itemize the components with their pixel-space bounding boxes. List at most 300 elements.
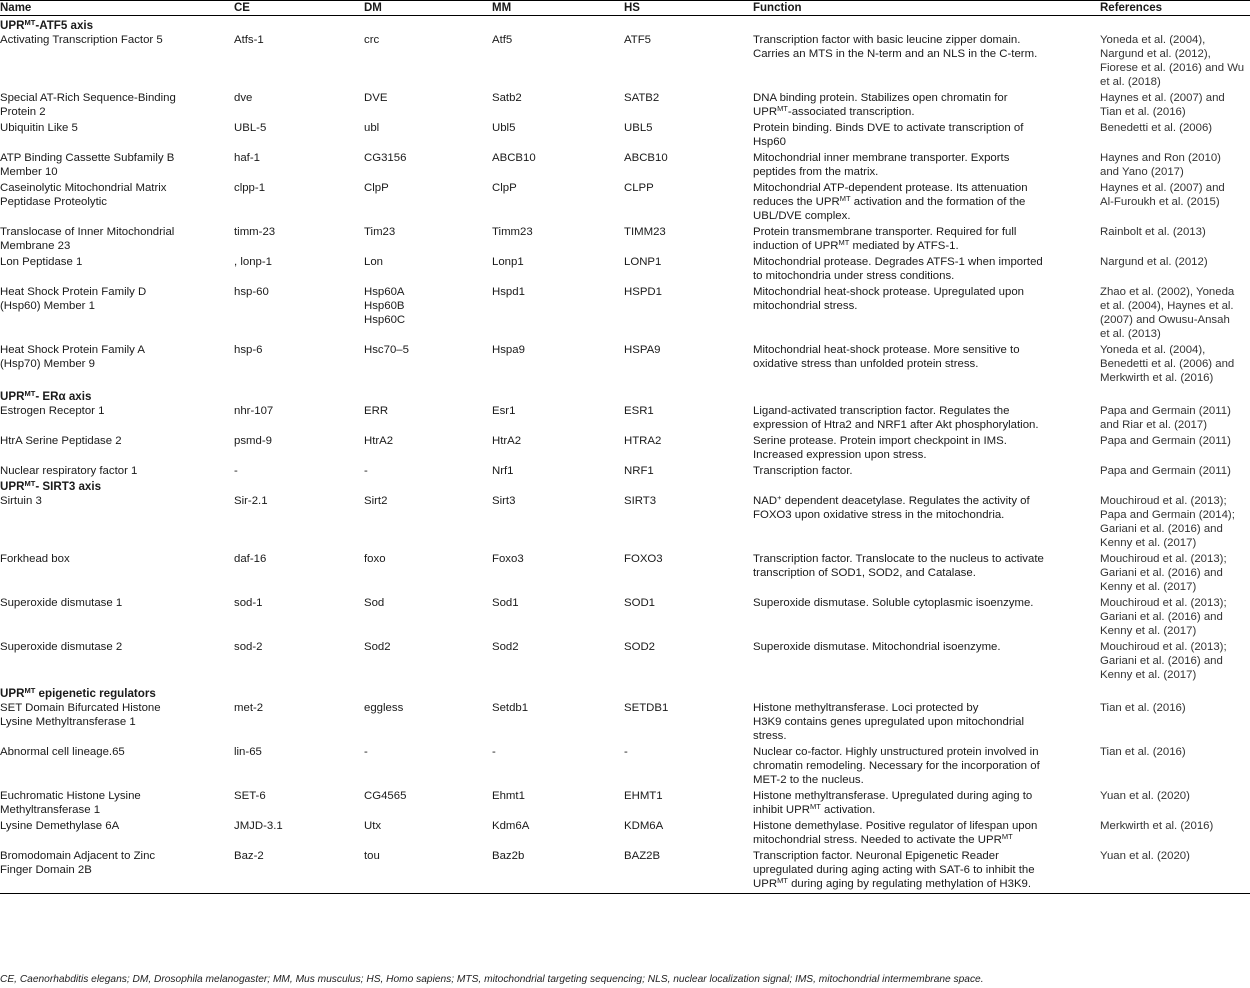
function-line: Transcription factor. Translocate to the nucleus to activate	[753, 553, 1044, 565]
function-line: UBL/DVE complex.	[753, 210, 851, 222]
reference-line: Rainbolt et al. (2013)	[1100, 226, 1206, 238]
function-line: FOXO3 upon oxidative stress in the mitochondria.	[753, 509, 1005, 521]
section-era	[0, 387, 1250, 404]
reference-line: Mouchiroud et al. (2013);	[1100, 495, 1227, 507]
dm-line: Hsp60C	[364, 314, 406, 326]
function-line: transcription of SOD1, SOD2, and Catalase.	[753, 567, 976, 579]
function-line: Ligand-activated transcription factor. Regulates the	[753, 405, 1010, 417]
reference-line: Zhao et al. (2002), Yoneda	[1100, 286, 1235, 298]
header-references: References	[1100, 1, 1250, 16]
cell-dm: ERR	[364, 405, 389, 417]
section-atf5	[0, 16, 1250, 34]
cell-references	[1100, 404, 1250, 434]
table-row	[0, 33, 1250, 91]
function-line: to mitochondria under stress conditions.	[753, 270, 955, 282]
cell-hs: BAZ2B	[624, 849, 753, 894]
cell-name	[0, 285, 234, 343]
table-row	[0, 225, 1250, 255]
function-line: chromatin remodeling. Necessary for the incorporation of	[753, 760, 1040, 772]
cell-references	[1100, 33, 1250, 91]
cell-mm: Atf5	[492, 34, 513, 46]
cell-ce: met-2	[234, 702, 264, 714]
cell-name	[0, 701, 234, 745]
cell-name	[0, 343, 234, 387]
reference-line: Haynes et al. (2007) and	[1100, 92, 1225, 104]
cell-mm: -	[492, 746, 496, 758]
name-line: Methyltransferase 1	[0, 804, 101, 816]
cell-hs: SATB2	[624, 92, 660, 104]
table-row	[0, 745, 1250, 789]
table-row	[0, 819, 1250, 849]
cell-name	[0, 849, 234, 894]
cell-mm: Timm23	[492, 226, 533, 238]
cell-hs: KDM6A	[624, 820, 664, 832]
table-row	[0, 849, 1250, 894]
cell-hs: CLPP	[624, 182, 654, 194]
cell-mm: Setdb1	[492, 702, 529, 714]
cell-dm: Lon	[364, 256, 384, 268]
cell-function	[753, 494, 1100, 552]
cell-function	[753, 596, 1100, 640]
cell-name	[0, 789, 234, 819]
cell-dm: CG4565	[364, 790, 407, 802]
function-text: induction of UPR	[753, 240, 839, 252]
cell-hs: HTRA2	[624, 435, 662, 447]
cell-name	[0, 181, 234, 225]
name-line: Finger Domain 2B	[0, 864, 92, 876]
cell-mm: Ehmt1	[492, 790, 525, 802]
header-hs: HS	[624, 1, 753, 16]
cell-dm: HtrA2	[364, 435, 394, 447]
cell-ce: daf-16	[234, 553, 267, 565]
function-line: Mitochondrial inner membrane transporter. Exports	[753, 152, 1010, 164]
table-row	[0, 701, 1250, 745]
cell-dm: Utx	[364, 820, 382, 832]
cell-references	[1100, 225, 1250, 255]
name-line: Caseinolytic Mitochondrial Matrix	[0, 182, 167, 194]
cell-dm: Hsc70–5	[364, 344, 409, 356]
reference-line: et al. (2004), Haynes et al.	[1100, 300, 1234, 312]
section-sup: MT	[24, 479, 36, 488]
cell-ce: SET-6	[234, 790, 266, 802]
cell-references	[1100, 745, 1250, 789]
section-prefix: UPR	[0, 19, 25, 32]
function-sup: MT	[839, 194, 851, 203]
cell-mm: Nrf1	[492, 465, 514, 477]
reference-line: Gariani et al. (2016) and	[1100, 523, 1223, 535]
function-line: oxidative stress than unfolded protein stress.	[753, 358, 979, 370]
cell-ce: hsp-6	[234, 344, 263, 356]
function-line: stress.	[753, 730, 787, 742]
reference-line: Papa and Germain (2011)	[1100, 465, 1231, 477]
table-row	[0, 434, 1250, 464]
cell-hs: ESR1	[624, 405, 654, 417]
cell-function	[753, 151, 1100, 181]
cell-hs: HSPD1	[624, 286, 662, 298]
table-row	[0, 552, 1250, 596]
reference-line: Tian et al. (2016)	[1100, 746, 1186, 758]
function-line: Mitochondrial heat-shock protease. More sensitive to	[753, 344, 1020, 356]
cell-function	[753, 181, 1100, 225]
cell-ce: sod-2	[234, 641, 263, 653]
cell-mm: Hspa9	[492, 344, 525, 356]
section-suffix: -ATF5 axis	[35, 19, 94, 32]
name-line: Member 10	[0, 166, 58, 178]
function-text: UPR	[753, 878, 778, 890]
header-mm: MM	[492, 1, 624, 16]
cell-hs: UBL5	[624, 122, 653, 134]
cell-name	[0, 151, 234, 181]
cell-hs: TIMM23	[624, 226, 666, 238]
function-line	[753, 105, 1096, 119]
reference-line: Haynes et al. (2007) and	[1100, 182, 1225, 194]
reference-line: Gariani et al. (2016) and	[1100, 655, 1223, 667]
function-line: Transcription factor with basic leucine zipper domain.	[753, 34, 1021, 46]
cell-ce: JMJD-3.1	[234, 820, 283, 832]
function-text: inhibit UPR	[753, 804, 810, 816]
table-row	[0, 789, 1250, 819]
cell-name: Abnormal cell lineage.65	[0, 746, 125, 758]
cell-function	[753, 745, 1100, 789]
reference-line: and Riar et al. (2017)	[1100, 419, 1208, 431]
reference-line: et al. (2013)	[1100, 328, 1161, 340]
function-line: Carries an MTS in the N-term and an NLS in the C-term.	[753, 48, 1038, 60]
section-title	[0, 387, 1250, 404]
function-line: Transcription factor. Neuronal Epigenetic Reader	[753, 850, 999, 862]
cell-hs: ATF5	[624, 34, 652, 46]
function-line	[753, 195, 1096, 209]
name-line: Euchromatic Histone Lysine	[0, 790, 141, 802]
function-sup: MT	[809, 802, 821, 811]
cell-references	[1100, 151, 1250, 181]
cell-references	[1100, 121, 1250, 151]
cell-function	[753, 552, 1100, 596]
reference-line: Benedetti et al. (2006)	[1100, 122, 1213, 134]
function-sup: MT	[1001, 832, 1013, 841]
function-line: Mitochondrial ATP-dependent protease. Its attenuation	[753, 182, 1028, 194]
cell-references	[1100, 91, 1250, 121]
function-line: peptides from the matrix.	[753, 166, 879, 178]
reference-line: Tian et al. (2016)	[1100, 106, 1186, 118]
function-sup: MT	[777, 104, 788, 113]
table-row	[0, 181, 1250, 225]
cell-references	[1100, 255, 1250, 285]
function-line: Superoxide dismutase. Mitochondrial isoenzyme.	[753, 641, 1001, 653]
table-row	[0, 255, 1250, 285]
cell-references	[1100, 434, 1250, 464]
cell-function	[753, 640, 1100, 684]
function-line: Nuclear co-factor. Highly unstructured protein involved in	[753, 746, 1039, 758]
name-line: Protein 2	[0, 106, 46, 118]
cell-references	[1100, 640, 1250, 684]
cell-name: Superoxide dismutase 2	[0, 641, 123, 653]
cell-function	[753, 33, 1100, 91]
function-text: activation.	[820, 804, 876, 816]
table-row	[0, 91, 1250, 121]
cell-name	[0, 225, 234, 255]
cell-dm: Sod2	[364, 641, 391, 653]
section-title	[0, 684, 1250, 701]
cell-hs: EHMT1	[624, 790, 663, 802]
cell-dm: DVE	[364, 92, 388, 104]
cell-ce: sod-1	[234, 597, 263, 609]
function-line: expression of Htra2 and NRF1 after Akt phosphorylation.	[753, 419, 1039, 431]
reference-line: Kenny et al. (2017)	[1100, 537, 1197, 549]
function-line: MET-2 to the nucleus.	[753, 774, 864, 786]
name-line: Translocase of Inner Mitochondrial	[0, 226, 175, 238]
reference-line: Merkwirth et al. (2016)	[1100, 820, 1214, 832]
function-line: Superoxide dismutase. Soluble cytoplasmic isoenzyme.	[753, 597, 1034, 609]
cell-mm: Foxo3	[492, 553, 524, 565]
cell-dm: ubl	[364, 122, 380, 134]
cell-references	[1100, 181, 1250, 225]
cell-mm: Kdm6A	[492, 820, 530, 832]
name-line: Bromodomain Adjacent to Zinc	[0, 850, 156, 862]
section-title	[0, 16, 1250, 34]
dm-line: Hsp60B	[364, 300, 405, 312]
function-line: Histone methyltransferase. Upregulated during aging to	[753, 790, 1033, 802]
reference-line: Al-Furoukh et al. (2015)	[1100, 196, 1220, 208]
table-header-row	[0, 1, 1250, 16]
function-line: Histone demethylase. Positive regulator of lifespan upon	[753, 820, 1038, 832]
name-line: Special AT-Rich Sequence-Binding	[0, 92, 176, 104]
cell-hs: FOXO3	[624, 553, 663, 565]
cell-function	[753, 789, 1100, 819]
cell-mm: Lonp1	[492, 256, 524, 268]
reference-line: Papa and Germain (2011)	[1100, 405, 1231, 417]
cell-function	[753, 464, 1100, 480]
cell-hs: SOD1	[624, 597, 656, 609]
cell-references	[1100, 552, 1250, 596]
cell-mm: Hspd1	[492, 286, 525, 298]
cell-dm: Sod	[364, 597, 385, 609]
table-row	[0, 151, 1250, 181]
section-title	[0, 480, 1250, 494]
cell-name: Nuclear respiratory factor 1	[0, 465, 138, 477]
function-line: upregulated during aging acting with SAT-6 to inhibit the	[753, 864, 1035, 876]
cell-hs: SIRT3	[624, 495, 657, 507]
section-sirt3	[0, 480, 1250, 494]
header-name: Name	[0, 1, 234, 16]
cell-hs: LONP1	[624, 256, 662, 268]
reference-line: Kenny et al. (2017)	[1100, 581, 1197, 593]
reference-line: Mouchiroud et al. (2013);	[1100, 641, 1227, 653]
section-suffix: - ERα axis	[35, 390, 92, 403]
section-sup: MT	[24, 18, 36, 27]
function-line	[753, 239, 1096, 253]
reference-line: Kenny et al. (2017)	[1100, 669, 1197, 681]
cell-dm: tou	[364, 849, 492, 894]
table-row	[0, 343, 1250, 387]
cell-ce: clpp-1	[234, 182, 266, 194]
cell-function	[753, 285, 1100, 343]
table-row	[0, 640, 1250, 684]
reference-line: and Yano (2017)	[1100, 166, 1184, 178]
table-row	[0, 285, 1250, 343]
cell-function	[753, 701, 1100, 745]
name-line: Heat Shock Protein Family A	[0, 344, 145, 356]
cell-dm: Tim23	[364, 226, 396, 238]
reference-line: Mouchiroud et al. (2013);	[1100, 553, 1227, 565]
cell-mm: Sod2	[492, 641, 519, 653]
cell-name: Lysine Demethylase 6A	[0, 820, 120, 832]
cell-references	[1100, 849, 1250, 894]
cell-mm: Sirt3	[492, 495, 516, 507]
cell-ce: Atfs-1	[234, 34, 264, 46]
cell-hs: SETDB1	[624, 702, 669, 714]
name-line: Lysine Methyltransferase 1	[0, 716, 136, 728]
cell-dm	[364, 285, 492, 343]
reference-line: Gariani et al. (2016) and	[1100, 567, 1223, 579]
reference-line: Mouchiroud et al. (2013);	[1100, 597, 1227, 609]
cell-function	[753, 819, 1100, 849]
cell-ce: dve	[234, 92, 253, 104]
function-text: UPR	[753, 106, 778, 118]
cell-ce: , lonp-1	[234, 256, 272, 268]
section-prefix: UPR	[0, 390, 25, 403]
name-line: (Hsp60) Member 1	[0, 300, 95, 312]
cell-mm: ClpP	[492, 182, 517, 194]
cell-mm: Ubl5	[492, 122, 516, 134]
reference-line: Yoneda et al. (2004),	[1100, 344, 1206, 356]
header-ce: CE	[234, 1, 364, 16]
section-sup: MT	[24, 686, 36, 695]
cell-function	[753, 404, 1100, 434]
function-line: DNA binding protein. Stabilizes open chromatin for	[753, 92, 1008, 104]
function-line: Protein binding. Binds DVE to activate transcription of	[753, 122, 1024, 134]
function-text: mitochondrial stress. Needed to activate the UPR	[753, 834, 1002, 846]
cell-references	[1100, 343, 1250, 387]
cell-ce: haf-1	[234, 152, 260, 164]
cell-function	[753, 255, 1100, 285]
function-text: during aging by regulating methylation of H3K9.	[787, 878, 1032, 890]
cell-function	[753, 121, 1100, 151]
function-text: mediated by ATFS-1.	[849, 240, 959, 252]
function-line: Hsp60	[753, 136, 786, 148]
section-prefix: UPR	[0, 480, 25, 493]
table-footnote: CE, Caenorhabditis elegans; DM, Drosophila melanogaster; MM, Mus musculus; HS, Homo sapiens; MTS, mitochondrial targeting sequencing; NLS, nuclear localization signal; IMS, mitochondrial intermembrane space.	[0, 974, 984, 985]
cell-ce: nhr-107	[234, 405, 274, 417]
cell-mm: ABCB10	[492, 152, 536, 164]
cell-dm: foxo	[364, 553, 386, 565]
reference-line: Yoneda et al. (2004),	[1100, 34, 1206, 46]
reference-line: Kenny et al. (2017)	[1100, 625, 1197, 637]
cell-ce: lin-65	[234, 746, 262, 758]
function-sup: MT	[838, 238, 850, 247]
reference-line: Papa and Germain (2011)	[1100, 435, 1231, 447]
name-line: SET Domain Bifurcated Histone	[0, 702, 161, 714]
cell-function	[753, 434, 1100, 464]
cell-references	[1100, 285, 1250, 343]
table-row	[0, 121, 1250, 151]
cell-dm: -	[364, 746, 368, 758]
function-sup: +	[777, 493, 782, 502]
cell-mm: Esr1	[492, 405, 516, 417]
cell-references	[1100, 494, 1250, 552]
function-line: mitochondrial stress.	[753, 300, 858, 312]
cell-function	[753, 91, 1100, 121]
reference-line: Tian et al. (2016)	[1100, 702, 1186, 714]
cell-dm: eggless	[364, 702, 404, 714]
header-dm: DM	[364, 1, 492, 16]
reference-line: Gariani et al. (2016) and	[1100, 611, 1223, 623]
function-line: Transcription factor.	[753, 465, 853, 477]
reference-line: Fiorese et al. (2016) and Wu	[1100, 62, 1245, 74]
cell-ce: timm-23	[234, 226, 276, 238]
cell-references	[1100, 789, 1250, 819]
reference-line: (2007) and Owusu-Ansah	[1100, 314, 1230, 326]
cell-name: Lon Peptidase 1	[0, 256, 83, 268]
function-text: activation and the formation of the	[850, 196, 1026, 208]
cell-function	[753, 849, 1100, 894]
cell-ce: Baz-2	[234, 849, 364, 894]
function-line: Increased expression upon stress.	[753, 449, 927, 461]
cell-hs: ABCB10	[624, 152, 668, 164]
cell-name: Ubiquitin Like 5	[0, 122, 78, 134]
section-suffix: - SIRT3 axis	[35, 480, 102, 493]
name-line: Heat Shock Protein Family D	[0, 286, 147, 298]
function-line: Mitochondrial protease. Degrades ATFS-1 when imported	[753, 256, 1043, 268]
reference-line: Nargund et al. (2012),	[1100, 48, 1211, 60]
table-row	[0, 494, 1250, 552]
reference-line: Yuan et al. (2020)	[1100, 850, 1190, 862]
function-text: reduces the UPR	[753, 196, 840, 208]
name-line: ATP Binding Cassette Subfamily B	[0, 152, 175, 164]
function-sup: MT	[777, 876, 788, 885]
function-line: Protein transmembrane transporter. Required for full	[753, 226, 1017, 238]
function-line	[753, 803, 1096, 817]
cell-name: HtrA Serine Peptidase 2	[0, 435, 122, 447]
name-line: (Hsp70) Member 9	[0, 358, 95, 370]
header-function: Function	[753, 1, 1100, 16]
cell-ce: UBL-5	[234, 122, 267, 134]
cell-name: Superoxide dismutase 1	[0, 597, 123, 609]
table-row	[0, 596, 1250, 640]
reference-line: Yuan et al. (2020)	[1100, 790, 1190, 802]
cell-dm: CG3156	[364, 152, 407, 164]
cell-hs: SOD2	[624, 641, 656, 653]
cell-references	[1100, 701, 1250, 745]
table-row	[0, 464, 1250, 480]
cell-ce: -	[234, 465, 238, 477]
cell-references	[1100, 596, 1250, 640]
cell-mm: Satb2	[492, 92, 522, 104]
cell-dm: -	[364, 465, 368, 477]
cell-dm: ClpP	[364, 182, 389, 194]
cell-ce: psmd-9	[234, 435, 272, 447]
reference-line: Haynes and Ron (2010)	[1100, 152, 1221, 164]
cell-ce: Sir-2.1	[234, 495, 268, 507]
section-prefix: UPR	[0, 687, 25, 700]
function-line	[753, 494, 1096, 508]
function-line	[753, 877, 1096, 891]
cell-dm: Sirt2	[364, 495, 388, 507]
function-line: Histone methyltransferase. Loci protected by	[753, 702, 979, 714]
reference-line: Nargund et al. (2012)	[1100, 256, 1208, 268]
reference-line: et al. (2018)	[1100, 76, 1161, 88]
cell-name: Activating Transcription Factor 5	[0, 34, 163, 46]
cell-name	[0, 91, 234, 121]
cell-mm: Sod1	[492, 597, 519, 609]
cell-ce: hsp-60	[234, 286, 269, 298]
cell-hs: -	[624, 746, 628, 758]
cell-dm: crc	[364, 34, 380, 46]
reference-line: Papa and Germain (2014);	[1100, 509, 1235, 521]
function-line: Serine protease. Protein import checkpoint in IMS.	[753, 435, 1007, 447]
reference-line: Benedetti et al. (2006) and	[1100, 358, 1235, 370]
reference-line: Merkwirth et al. (2016)	[1100, 372, 1214, 384]
section-sup: MT	[24, 389, 36, 398]
